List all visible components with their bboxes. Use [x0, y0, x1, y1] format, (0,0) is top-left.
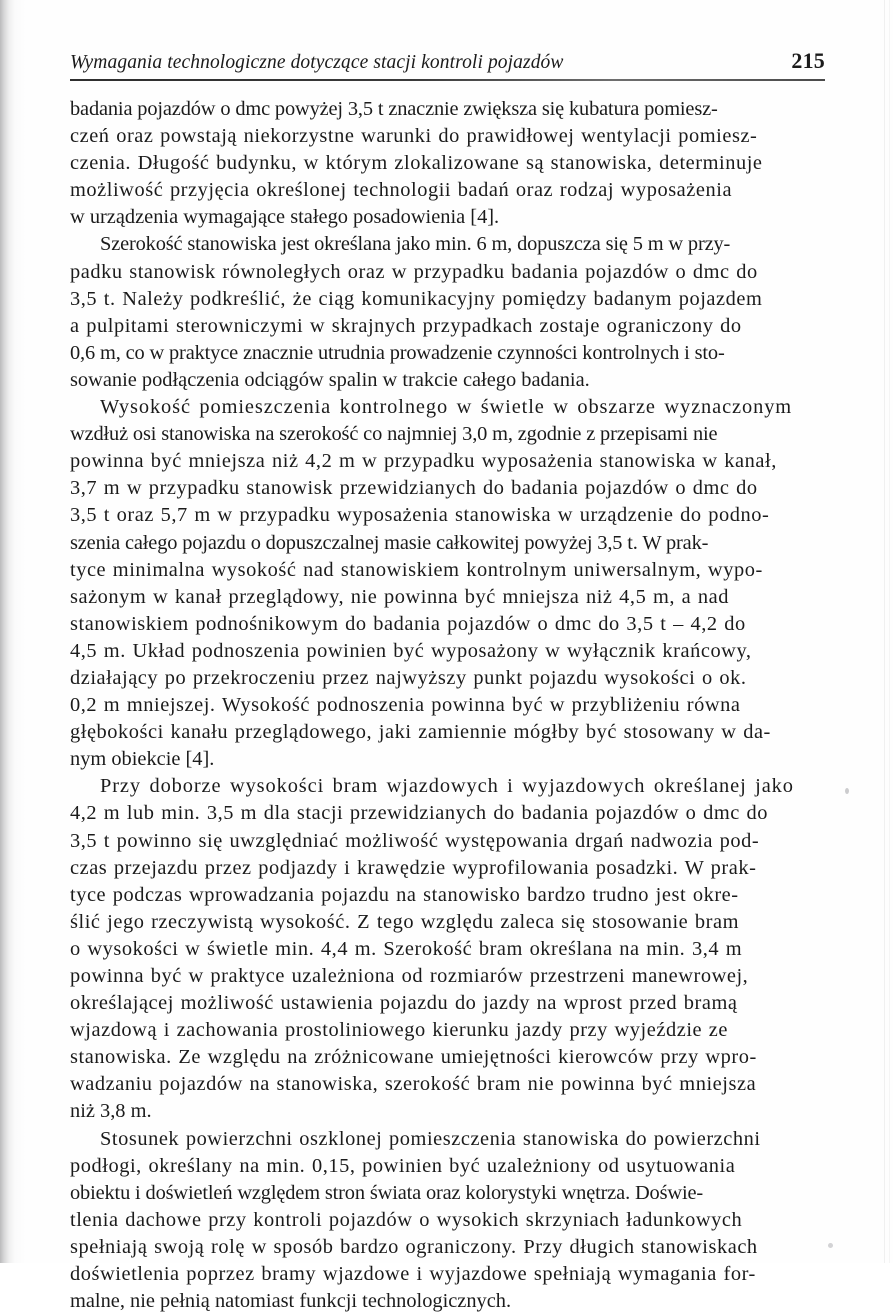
running-head [70, 48, 825, 74]
text-line: nym obiekcie [4]. [70, 748, 215, 771]
text-line: wjazdową i zachowania prostoliniowego kierunku jazdy przy wyjeździe ze [70, 1019, 728, 1042]
text-line: 3,5 t powinno się uwzględniać możliwość występowania drgań nadwozia pod- [70, 829, 760, 852]
text-line: wadzaniu pojazdów na stanowiska, szerokość bram nie powinna być mniejsza [70, 1073, 757, 1096]
text-line: stanowiska. Ze względu na zróżnicowane umiejętności kierowców przy wpro- [70, 1046, 757, 1069]
scan-speck-artifact [845, 788, 849, 794]
text-line: doświetlenia poprzez bramy wjazdowe i wyjazdowe spełniają wymagania for- [70, 1263, 756, 1286]
text-line: powinna być mniejsza niż 4,2 m w przypadku wyposażenia stanowiska w kanał, [70, 450, 777, 473]
text-line: Szerokość stanowiska jest określana jako min. 6 m, dopuszcza się 5 m w przy- [100, 233, 731, 256]
text-line: 3,7 m w przypadku stanowisk przewidzianych do badania pojazdów o dmc do [70, 477, 758, 500]
body-text [70, 96, 827, 1315]
text-line: ślić jego rzeczywistą wysokość. Z tego względu zaleca się stosowanie bram [70, 910, 740, 933]
scan-speck-artifact-bottom [828, 1243, 833, 1248]
text-line: wzdłuż osi stanowiska na szerokość co najmniej 3,0 m, zgodnie z przepisami nie [70, 423, 718, 446]
text-line: tlenia dachowe przy kontroli pojazdów o wysokich skrzyniach ładunkowych [70, 1208, 743, 1231]
text-line: czas przejazdu przez podjazdy i krawędzie wyprofilowania posadzki. W prak- [70, 856, 757, 879]
text-line: 0,6 m, co w praktyce znacznie utrudnia prowadzenie czynności kontrolnych i sto- [70, 341, 725, 364]
text-line: 3,5 t oraz 5,7 m w przypadku wyposażenia stanowiska w urządzenie do podno- [70, 504, 770, 527]
paragraph [70, 394, 827, 773]
text-line: szenia całego pojazdu o dopuszczalnej masie całkowitej powyżej 3,5 t. W prak- [70, 531, 709, 554]
text-line: a pulpitami sterowniczymi w skrajnych przypadkach zostaje ograniczony do [70, 314, 742, 337]
text-line: badania pojazdów o dmc powyżej 3,5 t znacznie zwiększa się kubatura pomiesz- [70, 98, 718, 120]
page-number: 215 [791, 48, 825, 73]
text-line: 4,5 m. Układ podnoszenia powinien być wyposażony w wyłącznik krańcowy, [70, 639, 752, 662]
text-line: 0,2 m mniejszej. Wysokość podnoszenia powinna być w przybliżeniu równa [70, 694, 741, 717]
text-line: Przy doborze wysokości bram wjazdowych i wyjazdowych określanej jako [100, 775, 794, 798]
header-rule [70, 79, 825, 81]
text-line: 3,5 t. Należy podkreślić, że ciąg komunikacyjny pomiędzy badanym pojazdem [70, 287, 763, 310]
text-line: w urządzenia wymagające stałego posadowienia [4]. [70, 206, 500, 229]
paragraph [70, 231, 827, 394]
text-line: Stosunek powierzchni oszklonej pomieszczenia stanowiska do powierzchni [100, 1127, 761, 1150]
text-line: możliwość przyjęcia określonej technologii badań oraz rodzaj wyposażenia [70, 179, 733, 202]
text-line: 4,2 m lub min. 3,5 m dla stacji przewidzianych do badania pojazdów o dmc do [70, 802, 768, 825]
text-line: działający po przekroczeniu przez najwyższy punkt pojazdu wysokości o ok. [70, 666, 747, 689]
text-line: stanowiskiem podnośnikowym do badania pojazdów o dmc do 3,5 t – 4,2 do [70, 612, 746, 635]
page-edge-line-secondary [889, 0, 890, 1263]
text-line: czeń oraz powstają niekorzystne warunki do prawidłowej wentylacji pomiesz- [70, 125, 758, 148]
text-line: o wysokości w świetle min. 4,4 m. Szerokość bram określana na min. 3,4 m [70, 937, 743, 960]
text-line: sażonym w kanał przeglądowy, nie powinna być mniejsza niż 4,5 m, a nad [70, 585, 730, 608]
text-line: tyce podczas wprowadzania pojazdu na stanowisko bardzo trudno jest okre- [70, 883, 739, 906]
scan-gutter-shadow [0, 0, 26, 1263]
text-line: tyce minimalna wysokość nad stanowiskiem kontrolnym uniwersalnym, wypo- [70, 558, 763, 581]
running-head-title: Wymagania technologiczne dotyczące stacji kontroli pojazdów [70, 52, 564, 73]
text-line: niż 3,8 m. [70, 1100, 152, 1123]
text-line: obiektu i doświetleń względem stron świata oraz kolorystyki wnętrza. Doświe- [70, 1181, 704, 1204]
text-line: Wysokość pomieszczenia kontrolnego w świetle w obszarze wyznaczonym [100, 396, 793, 419]
paragraph [70, 96, 827, 231]
text-line: spełniają swoją rolę w sposób bardzo ograniczony. Przy długich stanowiskach [70, 1235, 758, 1258]
page-edge-line [884, 0, 885, 1263]
text-line: padku stanowisk równoległych oraz w przypadku badania pojazdów o dmc do [70, 260, 758, 283]
text-line: określającej możliwość ustawienia pojazdu do jazdy na wprost przed bramą [70, 992, 738, 1015]
text-line: sowanie podłączenia odciągów spalin w trakcie całego badania. [70, 368, 590, 391]
paragraph [70, 1126, 827, 1315]
text-line: podłogi, określany na min. 0,15, powinien być uzależniony od usytuowania [70, 1154, 736, 1177]
text-line: głębokości kanału przeglądowego, jaki zamiennie mógłby być stosowany w da- [70, 721, 771, 744]
text-line: powinna być w praktyce uzależniona od rozmiarów przestrzeni manewrowej, [70, 965, 749, 987]
paragraph [70, 773, 827, 1125]
text-line: malne, nie pełnią natomiast funkcji technologicznych. [70, 1290, 512, 1313]
text-line: czenia. Długość budynku, w którym zlokalizowane są stanowiska, determinuje [70, 152, 763, 175]
